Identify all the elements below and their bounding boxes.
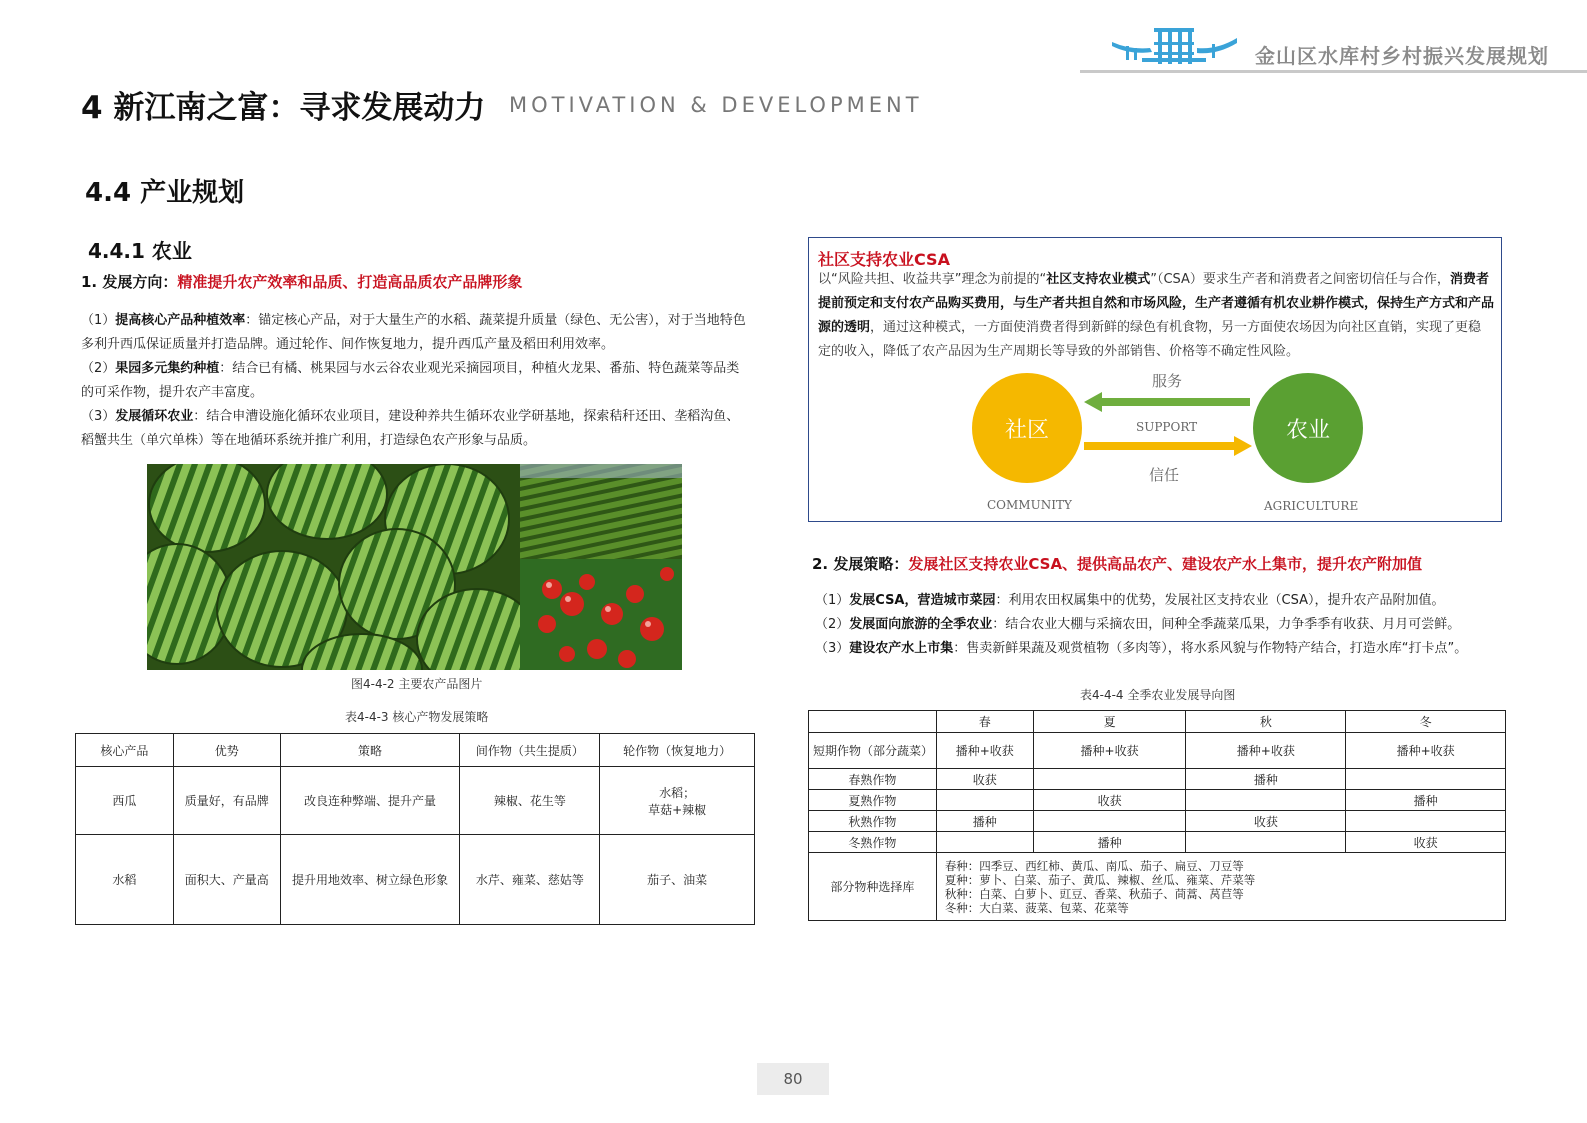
table-cell: 茄子、油菜	[600, 835, 755, 925]
table-cell: 播种	[1033, 832, 1186, 853]
direction-item: （3）发展循环农业：结合申漕设施化循环农业项目，建设种养共生循环农业学研基地，探索秸秆还田、垄稻沟鱼、稻蟹共生（单穴单株）等在地循环系统并推广利用，打造绿色农产形象与品质。	[81, 409, 740, 448]
subsection-title: 4.4.1 农业	[88, 239, 192, 263]
trust-arrow	[1084, 436, 1252, 456]
table-row	[76, 835, 755, 925]
table-cell: 西瓜	[76, 767, 174, 835]
crop-photo-collage	[147, 464, 682, 670]
row-label-cell: 短期作物（部分蔬菜）	[809, 733, 937, 769]
table-cell	[1033, 811, 1186, 832]
row-label-cell: 冬熟作物	[809, 832, 937, 853]
table-cell: 面积大、产量高	[173, 835, 280, 925]
table-header-cell: 间作物（共生提质）	[460, 734, 600, 767]
page-number: 80	[757, 1063, 829, 1095]
table-row	[809, 832, 1506, 853]
trust-label: 信任	[1149, 466, 1180, 484]
season-header-cell: 春	[936, 711, 1033, 733]
csa-title: 社区支持农业CSA	[818, 250, 950, 269]
table-cell: 播种+收获	[936, 733, 1033, 769]
header-rule	[1080, 70, 1587, 73]
table-cell	[936, 832, 1033, 853]
table-cell: 收获	[936, 769, 1033, 790]
table-cell: 改良连种弊端、提升产量	[280, 767, 460, 835]
table-cell: 质量好，有品牌	[173, 767, 280, 835]
table-header-cell: 核心产品	[76, 734, 174, 767]
table-cell: 播种	[936, 811, 1033, 832]
strategy-highlight: 发展社区支持农业CSA、提供高品农产、建设农产水上集市，提升农产附加值	[908, 555, 1423, 573]
table-row	[76, 767, 755, 835]
table-cell: 水稻； 草菇+辣椒	[600, 767, 755, 835]
season-header-cell: 冬	[1346, 711, 1506, 733]
row-label-cell: 秋熟作物	[809, 811, 937, 832]
table-row	[809, 790, 1506, 811]
table-core-caption: 表4-4-3 核心产物发展策略	[345, 710, 489, 724]
strategy-item: （1）发展CSA，营造城市菜园：利用农田权属集中的优势，发展社区支持农业（CSA），提升农产品附加值。	[815, 593, 1445, 608]
table-cell: 播种	[1186, 769, 1346, 790]
support-label: SUPPORT	[1136, 420, 1198, 434]
chapter-subtitle: MOTIVATION & DEVELOPMENT	[509, 93, 923, 117]
agriculture-en-label: AGRICULTURE	[1264, 499, 1359, 513]
table-cell	[936, 790, 1033, 811]
document-title: 金山区水库村乡村振兴发展规划	[1255, 44, 1549, 68]
table-cell: 收获	[1033, 790, 1186, 811]
strategy-item: （3）建设农产水上市集：售卖新鲜果蔬及观赏植物（多肉等），将水系风貌与作物特产结合，打造水库“打卡点”。	[815, 641, 1468, 656]
csa-description: 以“风险共担、收益共享”理念为前提的“社区支持农业模式”（CSA）要求生产者和消费者之间密切信任与合作，消费者提前预定和支付农产品购买费用，与生产者共担自然和市场风险，生产者遵循有机农业耕作模式，保持生产方式和产品源的透明，通过这种模式，一方面使消费者得到新鲜的绿色有机食物，另一方面使农场因为向社区直销，实现了更稳定的收入，降低了农产品因为生产周期长等导致的外部销售、价格等不确定性风险。	[818, 272, 1495, 359]
table-cell	[1186, 832, 1346, 853]
photo-caption: 图4-4-2 主要农产品图片	[351, 677, 483, 691]
table-header-cell	[809, 711, 937, 733]
community-circle: 社区	[972, 373, 1082, 483]
vegetable-field-image	[520, 464, 682, 559]
season-table	[808, 710, 1506, 921]
table-header-cell: 优势	[173, 734, 280, 767]
table-cell	[1346, 769, 1506, 790]
table-cell	[1033, 769, 1186, 790]
table-row	[809, 769, 1506, 790]
direction-item: （1）提高核心产品种植效率：锚定核心产品，对于大量生产的水稻、蔬菜提升质量（绿色、无公害），对于当地特色多利升西瓜保证质量并打造品牌。通过轮作、间作恢复地力，提升西瓜产量及稻田利用效率。	[81, 313, 746, 352]
table-cell: 收获	[1186, 811, 1346, 832]
table-cell: 提升用地效率、树立绿色形象	[280, 835, 460, 925]
table-cell	[1346, 811, 1506, 832]
table-cell: 收获	[1346, 832, 1506, 853]
strategy-body	[815, 589, 1505, 661]
table-header-row	[809, 711, 1506, 733]
row-label-cell: 春熟作物	[809, 769, 937, 790]
row-label-cell: 部分物种选择库	[809, 853, 937, 921]
row-label-cell: 夏熟作物	[809, 790, 937, 811]
species-library-cell: 春种：四季豆、西红柿、黄瓜、南瓜、茄子、扁豆、刀豆等 夏种：萝卜、白菜、茄子、黄瓜、辣椒、丝瓜、雍菜、芹菜等 秋种：白菜、白萝卜、豇豆、香菜、秋茄子、茼蒿、莴苣等 冬种：大白菜、菠菜、包菜、花菜等	[936, 853, 1505, 921]
table-cell: 播种+收获	[1186, 733, 1346, 769]
service-arrow	[1084, 392, 1250, 412]
table-header-row	[76, 734, 755, 767]
table-header-cell: 轮作物（恢复地力）	[600, 734, 755, 767]
reservoir-logo-icon	[1112, 20, 1237, 70]
direction-body	[81, 309, 751, 453]
table-cell: 水芹、雍菜、慈姑等	[460, 835, 600, 925]
season-header-cell: 夏	[1033, 711, 1186, 733]
core-products-table	[75, 733, 755, 925]
agriculture-circle: 农业	[1253, 373, 1363, 483]
table-cell	[1186, 790, 1346, 811]
table-cell: 播种	[1346, 790, 1506, 811]
direction-item: （2）果园多元集约种植：结合已有橘、桃果园与水云谷农业观光采摘园项目，种植火龙果、番茄、特色蔬菜等品类的可采作物，提升农产丰富度。	[81, 361, 740, 400]
strategy-heading	[812, 553, 1422, 574]
table-row	[809, 853, 1506, 921]
section-title: 4.4 产业规划	[85, 178, 245, 208]
table-cell: 水稻	[76, 835, 174, 925]
table-header-cell: 策略	[280, 734, 460, 767]
table-row	[809, 811, 1506, 832]
community-en-label: COMMUNITY	[987, 498, 1072, 512]
table-cell: 播种+收获	[1033, 733, 1186, 769]
season-header-cell: 秋	[1186, 711, 1346, 733]
service-label: 服务	[1152, 372, 1183, 390]
chapter-title: 4 新江南之富：寻求发展动力	[81, 90, 486, 126]
direction-lead: 1. 发展方向：	[81, 273, 178, 291]
direction-heading	[81, 271, 522, 292]
strategy-lead: 2. 发展策略：	[812, 555, 909, 573]
watermelon-image	[147, 464, 537, 670]
direction-highlight: 精准提升农产效率和品质、打造高品质农产品牌形象	[177, 273, 523, 291]
table-season-caption: 表4-4-4 全季农业发展导向图	[1080, 688, 1236, 702]
table-cell: 辣椒、花生等	[460, 767, 600, 835]
table-cell: 播种+收获	[1346, 733, 1506, 769]
strategy-item: （2）发展面向旅游的全季农业：结合农业大棚与采摘农田，间种全季蔬菜瓜果，力争季季有收获、月月可尝鲜。	[815, 617, 1461, 632]
table-row	[809, 733, 1506, 769]
